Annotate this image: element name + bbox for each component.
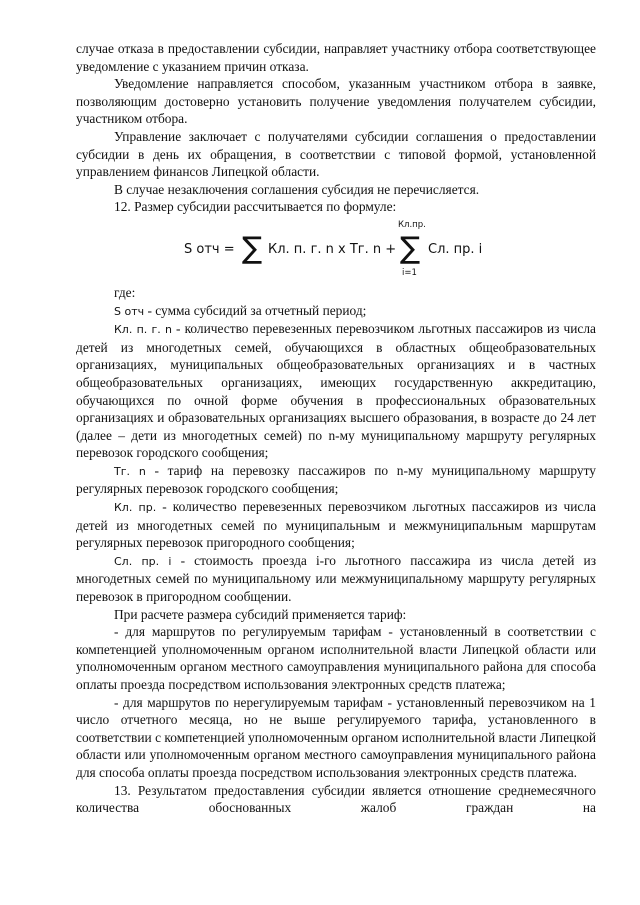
paragraph: При расчете размера субсидий применяется тариф: [114, 606, 407, 622]
formula-term-2: Сл. пр. i [428, 241, 483, 257]
definition [76, 462, 596, 498]
list-item: - для маршрутов по нерегулируемым тарифам - установленный перевозчиком на 1 число отчетного месяца, но не выше регулируемого тарифа, установленного в соответствии с компетенцией уполномоченным органом исполнительной власти Липецкой области или уполномоченным органом местного самоуправления муниципального района для способа оплаты проезда посредством использования электронных средств платежа. [76, 694, 596, 780]
paragraph: В случае незаключения соглашения субсидия не перечисляется. [114, 181, 480, 197]
paragraph: случае отказа в предоставлении субсидии, направляет участнику отбора соответствующее уведомление с указанием причин отказа. [76, 41, 596, 74]
symbol: Кл. п. г. n [114, 323, 172, 337]
definition [76, 552, 596, 606]
document-page [76, 40, 596, 817]
symbol: S отч [114, 304, 145, 318]
definition [76, 498, 596, 552]
definition [76, 302, 596, 321]
symbol: Тг. n [114, 464, 146, 478]
definition-text: - сумма субсидий за отчетный период; [144, 302, 367, 318]
definition-text: - тариф на перевозку пассажиров по n-му муниципальному маршруту регулярных перевозок городского сообщения; [76, 462, 596, 497]
list-item: - для маршрутов по регулируемым тарифам - установленный в соответствии с компетенцией уполномоченным органом исполнительной власти Липецкой области или уполномоченным органом местного самоуправления муниципального района для способа оплаты проезда посредством использования электронных средств платежа; [76, 624, 596, 692]
symbol: Сл. пр. i [114, 554, 172, 568]
subsidy-formula [76, 220, 596, 284]
sum-upper-limit: Кл.пр. [398, 219, 426, 230]
section-heading: 12. Размер субсидии рассчитывается по формуле: [114, 199, 397, 215]
sum-symbol: ∑ [400, 230, 421, 266]
sum-lower-limit: i=1 [402, 267, 417, 278]
sum-symbol: ∑ [242, 230, 263, 266]
definition-text: - количество перевезенных перевозчиком льготных пассажиров из числа детей из многодетных семей, обучающихся в областных общеобразовательных организациях, муниципальных общеобразовательных организациях и в частных общеобразовательных организациях, имеющих государственную аккредитацию, обучающихся по очной форме обучения в профессиональных образовательных организациях и образовательных организациях высшего образования, в возрасте до 24 лет (далее – дети из многодетных семей) по n-му муниципальному маршруту регулярных перевозок городского сообщения; [76, 321, 596, 461]
formula-term-1: Кл. п. г. n x Тг. n + [268, 241, 397, 257]
where-label: где: [114, 284, 136, 300]
paragraph: Управление заключает с получателями субсидии соглашения о предоставлении субсидии в день их обращения, в соответствии с типовой формой, установленной управлением финансов Липецкой области. [76, 128, 596, 180]
symbol: Кл. пр. [114, 501, 157, 515]
definition-text: - количество перевезенных перевозчиком льготных пассажиров из числа детей из многодетных семей по муниципальным и межмуниципальным маршрутам регулярных перевозок пригородного сообщения; [76, 499, 596, 551]
section-heading: 13. Результатом предоставления субсидии является отношение среднемесячного количества обоснованных жалоб граждан на [76, 782, 596, 816]
paragraph: Уведомление направляется способом, указанным участником отбора в заявке, позволяющим достоверно установить получение уведомления получателем субсидии, участником отбора. [76, 76, 596, 127]
definition-text: - стоимость проезда i-го льготного пассажира из числа детей из многодетных семей по муниципальному или межмуниципальному маршруту регулярных перевозок в пригородном сообщении. [76, 552, 596, 605]
definition [76, 320, 596, 462]
formula-lhs: S отч = [184, 241, 235, 257]
